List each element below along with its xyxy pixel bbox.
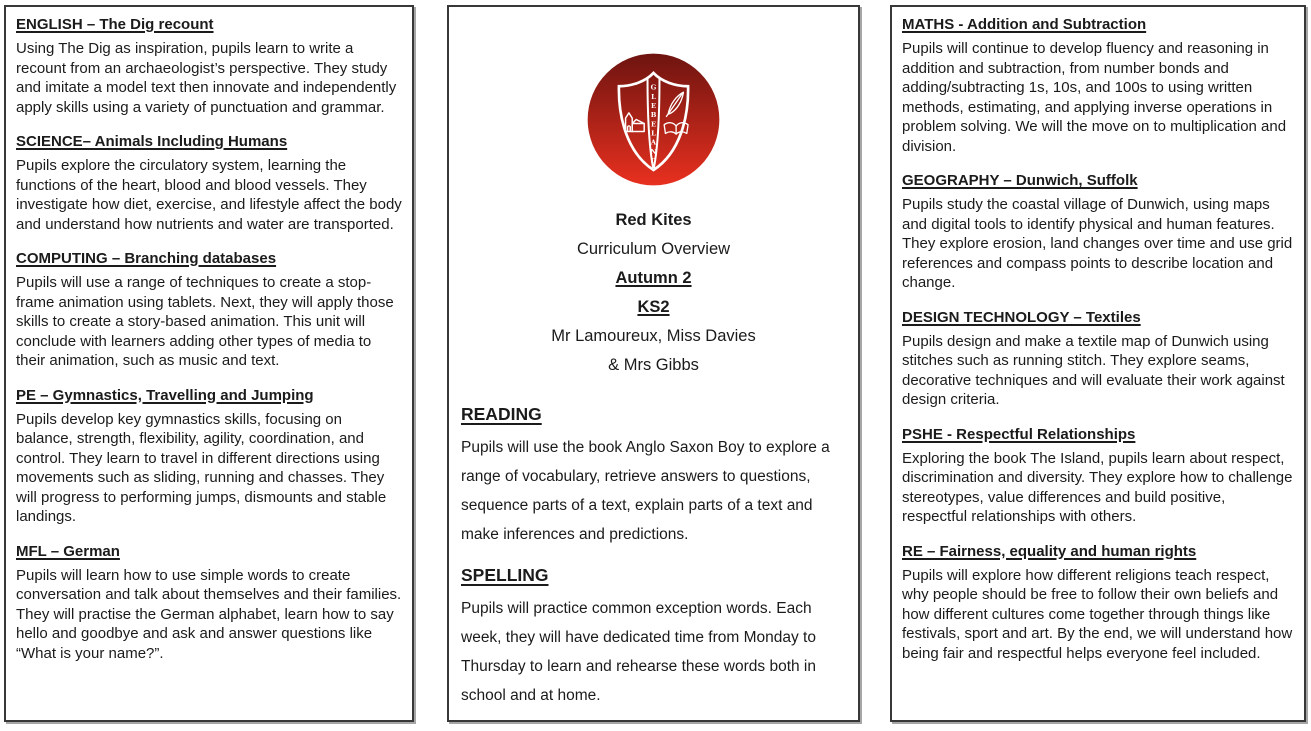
teachers-line-1: Mr Lamoureux, Miss Davies <box>551 327 756 345</box>
school-logo <box>587 53 720 186</box>
section-heading: PE – Gymnastics, Travelling and Jumping <box>16 386 314 404</box>
center-panel <box>447 5 860 722</box>
section-body: Pupils will learn how to use simple words to create conversation and talk about themselves and their families. They will practise the German alphabet, learn how to say hello and goodbye and ask and answer questions like “What is your name?”. <box>16 566 402 662</box>
section-heading: GEOGRAPHY – Dunwich, Suffolk <box>902 172 1138 189</box>
key-stage-label: KS2 <box>637 298 670 316</box>
section-geography <box>902 171 1294 293</box>
section-heading: SCIENCE– Animals Including Humans <box>16 133 288 150</box>
section-heading: MATHS - Addition and Subtraction <box>902 16 1147 33</box>
section-body: Pupils develop key gymnastics skills, focusing on balance, strength, flexibility, agility, coordination, and control. They learn to travel in different directions using movements such as sliding, running and chasses. They will progress to performing jumps, dismounts and stable landings. <box>16 410 387 525</box>
section-body: Pupils will explore how different religions teach respect, why people should be free to follow their own beliefs and how different cultures come together through things like festivals, sport and art. By the end, we will understand how being fair and respectful helps everyone feel included. <box>902 566 1293 662</box>
section-body: Pupils will practice common exception words. Each week, they will have dedicated time from Monday to Thursday to learn and rehearse these words both in school and at home. <box>461 600 816 704</box>
glebeland-logo-icon <box>587 53 720 186</box>
right-panel <box>890 5 1306 722</box>
section-heading: PSHE - Respectful Relationships <box>902 425 1136 443</box>
section-body: Exploring the book The Island, pupils learn about respect, discrimination and diversity. They explore how to challenge stereotypes, value differences and build positive, respectful relationships with others. <box>902 449 1293 525</box>
section-pe <box>16 386 402 527</box>
section-body: Pupils design and make a textile map of Dunwich using stitches such as running stitch. They explore seams, decorative techniques and will evaluate their work against design criteria. <box>902 332 1285 408</box>
section-body: Pupils study the coastal village of Dunwich, using maps and digital tools to identify physical and human features. They explore erosion, land changes over time and use grid references and compass points to describe location and change. <box>902 196 1293 291</box>
section-heading: ENGLISH – The Dig recount <box>16 16 214 33</box>
section-body: Pupils explore the circulatory system, learning the functions of the heart, blood and blood vessels. They investigate how diet, exercise, and lifestyle affect the body and understand how nutrients and water are transported. <box>16 157 402 233</box>
section-heading: MFL – German <box>16 542 120 560</box>
section-heading: READING <box>461 404 542 424</box>
section-computing <box>16 249 402 371</box>
section-heading: COMPUTING – Branching databases <box>16 250 277 267</box>
section-re <box>902 542 1294 664</box>
section-design-technology <box>902 308 1294 410</box>
class-name: Red Kites <box>615 211 692 229</box>
title-block <box>459 206 848 380</box>
section-science <box>16 132 402 234</box>
teachers-line-2: & Mrs Gibbs <box>608 356 699 374</box>
section-body: Pupils will continue to develop fluency and reasoning in addition and subtraction, from number bonds and adding/subtracting 1s, 10s, and 100s to using written methods, estimating, and applying inverse operations in problem solving. We will the move on to multiplication and division. <box>902 40 1287 155</box>
section-body: Using The Dig as inspiration, pupils learn to write a recount from an archaeologist’s perspective. They study and imitate a model text then innovate and independently apply skills using a variety of punctuation and grammar. <box>16 40 397 116</box>
document-title: Curriculum Overview <box>576 240 731 258</box>
section-english <box>16 15 402 117</box>
section-body: Pupils will use the book Anglo Saxon Boy to explore a range of vocabulary, retrieve answers to questions, sequence parts of a text, explain parts of a text and make inferences and predictions. <box>461 439 830 543</box>
section-heading: RE – Fairness, equality and human rights <box>902 542 1197 560</box>
term-label: Autumn 2 <box>615 269 692 287</box>
section-mfl <box>16 542 402 664</box>
logo-vertical-text: G L E B E L A N D <box>650 83 657 165</box>
section-pshe <box>902 425 1294 527</box>
section-reading <box>459 402 848 549</box>
section-heading: SPELLING <box>461 565 549 585</box>
section-body: Pupils will use a range of techniques to create a stop-frame animation using tablets. Next, they will apply those skills to create a story-based animation. This unit will conclude with learners adding other types of media to their animation, such as music and text. <box>16 274 394 369</box>
left-panel <box>4 5 414 722</box>
section-heading: DESIGN TECHNOLOGY – Textiles <box>902 308 1141 326</box>
section-spelling <box>459 563 848 710</box>
section-maths <box>902 15 1294 156</box>
